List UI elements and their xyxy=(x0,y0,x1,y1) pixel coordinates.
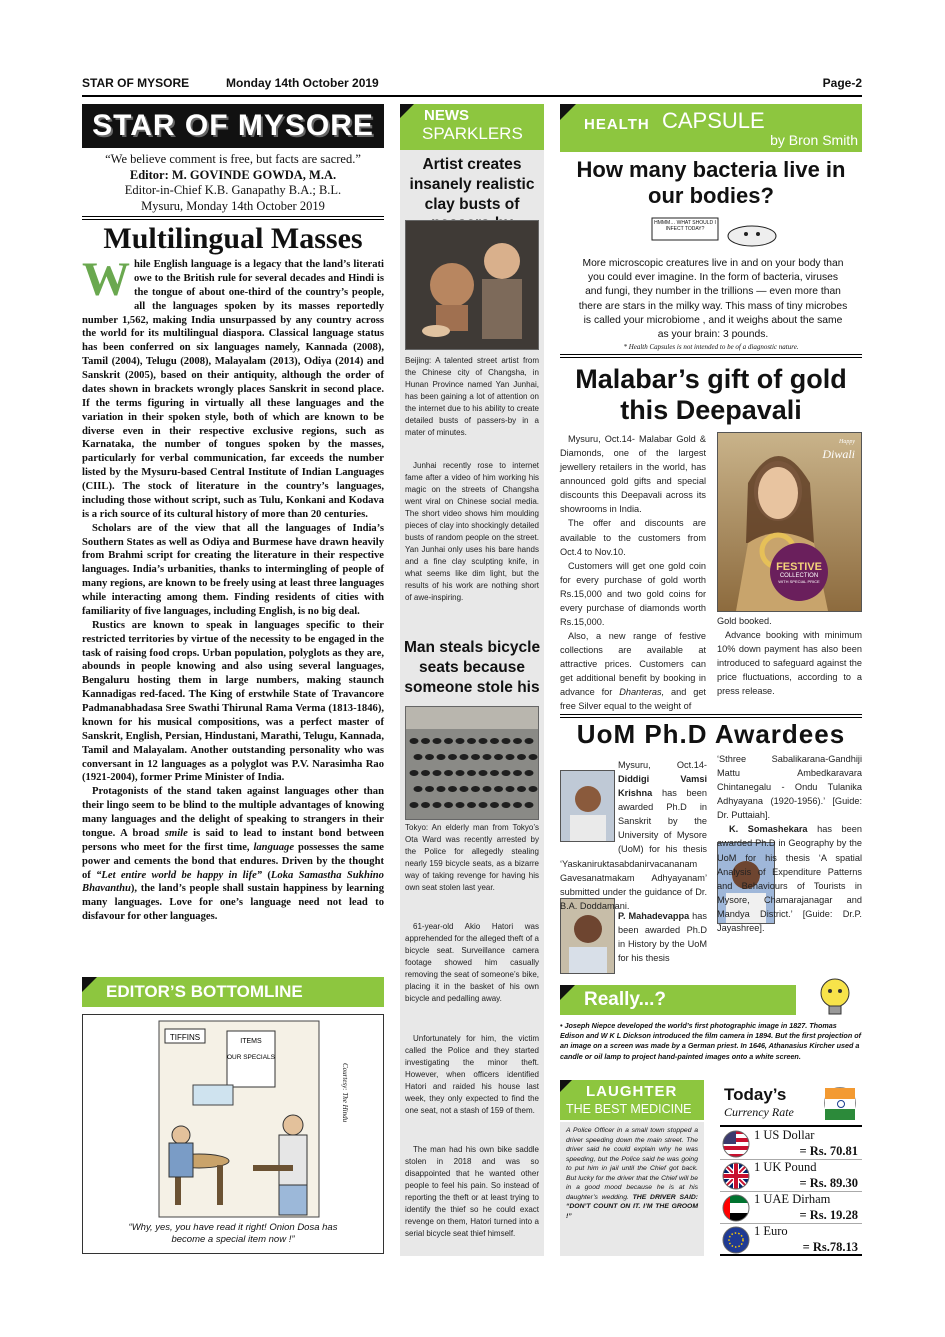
laughter-label: LAUGHTER xyxy=(586,1083,678,1100)
health-disclaimer: * Health Capsules is not intended to be of a diagnostic nature. xyxy=(623,343,799,351)
currency-name: 1 Euro xyxy=(754,1224,788,1238)
bicycle-seat xyxy=(421,802,430,808)
laughter-banner xyxy=(560,1080,704,1120)
bicycle-seat xyxy=(467,770,476,776)
bicycle-seat xyxy=(437,754,446,760)
uom-title: UoM Ph.D Awardees xyxy=(576,719,846,749)
editorial-body: While English language is a legacy that the land’s literati owe to the British rule for several decades and Hindi is the tongue of about one-third of the country’s people, all the languages spoken by its masses reportedly number 1,562, making India unsurpassed by any country across the world for its multilingual diaspora. Classical language status has been conferred on six languages namely, Kannada (2008), Tamil (2004), Telugu (2008), Malayalam (2013), Odiya (2014) and Sanskrit (2005), based on their antiquity, although the order of dates shown in brackets wrongly places Sanskrit in second place. If the terms figuring in virtually all these languages and the variation in their spoken style, both of which are known to be diverse even in their respective exclusive regions, such as Karnataka, the number of tongues spoken by the masses, particularly for verbal communication, far exceeds the number listed by the Mysuru-based Central Institute of Indian Languages (CIIL). The stock of literature in the country’s languages, including those without script, such as Tulu, Konkani and Kodava is a rich source of its cultural history of more than 20 centuries. Scholars are of the view that all the languages of India’s Southern States as well as Odiya and Burmese have drawn heavily from Brahmi script for creating the literature in their respective languages. India’s urbanities, thanks to intermingling of people of many regions, are known to be freely using at least three languages while interacting among them. Finding residents of cities with familiarity of five languages, including English, is no big deal. Rustics are known to speak in languages specific to their restricted territories by virtue of the necessity to be engaged in the task of raising food crops. Urban population, polyglots as they are, abounds in people knowing and also using several languages, Bengaluru hosting them in large numbers, making staunch Kannadigas red-faced. The King of erstwhile State of Travancore Padmanabhadasa Sree Swathi Thirunal Rama Verma (1813-1846), known for his musical compositions, was a perfect master of Sanskrit, English, Persian, Hindustani, Marathi, Telugu, Kannada, Tamil and Malayalam. Another outstanding personality who was conversant in 12 languages as a polyglot was P.V. Narasimha Rao (1921-2004), former Prime Minister of India. Protagonists of the stand taken against languages other than their lingo seem to be blind to the multiple advantages of knowing many languages and the delight of speaking to strangers in their tongue. A broad smile is said to lead to instant bond between persons who meet for the first time, language possesses the same power and cements the bond that endures. Driven by the thought of “Let entire world be happy in life” (Loka Samastha Sukhino Bhavanthu), the land’s people shall sustain happiness by learning many languages. Love for one’s language need not lead to disfavour for other languages. xyxy=(82,253,385,923)
bicycle-seat xyxy=(513,770,522,776)
currency-subtitle: Currency Rate xyxy=(724,1105,794,1119)
bicycle-seat xyxy=(479,770,488,776)
news-paragraph: Junhai recently rose to internet fame after a video of him working his magic on the streets of Changsha went viral on Chinese social media. The short video shows him moulding pieces of clay into shockingly detailed busts of random people on the street. Yan Junhai only uses his bare hands and a fine clay sculpting knife, in what seems like dim light, but the results of his work are nothing short of awe-inspiring. xyxy=(405,461,539,602)
editorial-paragraph: Scholars are of the view that all the languages of India’s Southern States as well as Odiya and Burmese have drawn heavily from Brahmi script for creating the literature in their respective languages. India’s urbanities, thanks to intermingling of people of many regions, are known to be freely using at least three languages while interacting among them. Finding residents of cities with familiarity of five languages, including English, is no big deal. xyxy=(82,522,384,617)
cartoon-courtesy: Courtesy: The Hindu xyxy=(341,1063,349,1123)
bicycle-seat xyxy=(433,802,442,808)
bicycle-seat xyxy=(517,754,526,760)
currency-row xyxy=(720,1192,862,1224)
motto-quote: “We believe comment is free, but facts are sacred.” xyxy=(105,152,361,166)
bicycle-seat xyxy=(525,770,534,776)
bicycle-seat xyxy=(506,754,515,760)
editorial-paragraph: Protagonists of the stand taken against languages other than their lingo seem to be blind to the multiple advantages of knowing many languages and the delight of speaking to strangers in their tongue. A broad smile is said to lead to instant bond between persons who meet for the first time, language possesses the same power and cements the bond that endures. Driven by the thought of “Let entire world be happy in life” (Loka Samastha Sukhino Bhavanthu), the land’s people shall sustain happiness by learning many languages. Love for one’s language need not lead to disfavour for other languages. xyxy=(82,786,385,923)
news-paragraph: Unfortunately for him, the victim called the Police and they started investigating the minor theft. However, when officers identified Hatori and raided his house last week, they only expected to find the one seat, not a stash of 159 of them. xyxy=(405,1034,539,1115)
really-banner: Really...? xyxy=(560,985,796,1015)
currency-value: = Rs. 89.30 xyxy=(799,1176,858,1190)
bicycle-seat xyxy=(506,786,515,792)
best-medicine-label: THE BEST MEDICINE xyxy=(566,1102,692,1116)
currency-name: 1 UK Pound xyxy=(754,1160,817,1174)
divider xyxy=(560,714,862,718)
bicycle-seat xyxy=(414,754,423,760)
uom-para-2: P. Mahadevappa has been awarded Ph.D in History by the UoM for his thesis xyxy=(618,911,707,964)
news-caption-1: Beijing: A talented street artist from the Chinese city of Changsha, in Hunan Province named Yan Junhai, has been gaining a lot of attention on the internet due to his ability to create detailed busts of passers-by in a mater of minutes. xyxy=(405,356,539,437)
currency-value: = Rs. 19.28 xyxy=(799,1208,858,1222)
bicycle-seat xyxy=(513,738,522,744)
bicycle-seat xyxy=(444,802,453,808)
cartoon-sign-tiffins: TIFFINS xyxy=(169,1033,201,1042)
bicycle-seat xyxy=(448,786,457,792)
india-flag-icon xyxy=(824,1087,856,1119)
dateline: Mysuru, Monday 14th October 2019 xyxy=(141,198,325,213)
capsule-label: CAPSULE xyxy=(662,108,765,133)
ad-diwali: Diwali xyxy=(822,447,855,461)
bicycle-seat xyxy=(421,738,430,744)
microbe-cartoon xyxy=(648,216,778,250)
bicycle-seat xyxy=(490,770,499,776)
currency-title: Today’s xyxy=(724,1085,787,1104)
bicycle-seat xyxy=(502,770,511,776)
bicycle-seat xyxy=(437,786,446,792)
news-headline-2: Man steals bicycle seats because someone stole his xyxy=(403,639,541,696)
divider xyxy=(82,216,384,220)
currency-name: 1 US Dollar xyxy=(754,1128,815,1142)
bicycle-seat xyxy=(414,786,423,792)
clay-bust-illustration xyxy=(406,221,538,349)
bicycle-seat xyxy=(425,754,434,760)
paper-logo: STAR OF MYSORE xyxy=(82,104,384,148)
bicycle-seat xyxy=(483,754,492,760)
currency-value: = Rs. 70.81 xyxy=(799,1144,858,1158)
bicycle-seat xyxy=(494,754,503,760)
news-headline-1: Artist creates insanely realistic clay busts of xyxy=(409,156,535,213)
bicycle-seat xyxy=(467,738,476,744)
drop-cap: W xyxy=(82,253,130,306)
bicycle-seat xyxy=(410,738,419,744)
cartoon-caption: “Why, yes, you have read it right! Onion Dosa has become a special item now !” xyxy=(128,1222,338,1246)
bicycle-seat xyxy=(502,738,511,744)
bicycle-seat xyxy=(490,738,499,744)
uom-para-1a: Mysuru, Oct.14- Diddigi Vamsi Krishna xyxy=(618,760,707,799)
malabar-ad xyxy=(717,432,862,612)
health-title: How many bacteria live in our bodies? xyxy=(576,157,846,208)
bicycle-seat xyxy=(490,802,499,808)
eu-flag-icon xyxy=(722,1226,750,1254)
page-header xyxy=(82,76,862,94)
editorial-title: Multilingual Masses xyxy=(103,222,363,255)
currency-value: = Rs.78.13 xyxy=(802,1240,858,1254)
ad-happy: Happy xyxy=(839,439,855,445)
bicycle-seat xyxy=(483,786,492,792)
issue-date: Monday 14th October 2019 xyxy=(226,76,379,90)
bicycle-seat xyxy=(513,802,522,808)
bicycle-seat xyxy=(410,770,419,776)
bicycle-seat xyxy=(460,754,469,760)
bicycle-seat xyxy=(444,738,453,744)
bicycle-seat xyxy=(456,802,465,808)
health-label: HEALTH xyxy=(584,116,650,133)
bicycle-seats-illustration xyxy=(406,707,538,819)
bicycle-seat xyxy=(502,802,511,808)
cartoon-drawing xyxy=(83,1015,383,1220)
bicycle-seats-photo xyxy=(405,706,539,820)
currency-row xyxy=(720,1128,862,1160)
editor-name: Editor: M. GOVINDE GOWDA, M.A. xyxy=(129,167,337,182)
bicycle-seat xyxy=(444,770,453,776)
bicycle-seat xyxy=(471,754,480,760)
health-body: More microscopic creatures live in and on your body than you could ever imagine. In the form of bacteria, viruses and fungi, they number in the trillions — even more than there are stars in the milky way. This mass of tiny microbes is called your microbiome , and it weighs about the same as your brain: 3 pounds. xyxy=(578,258,848,341)
currency-name: 1 UAE Dirham xyxy=(754,1192,831,1206)
bicycle-seat xyxy=(471,786,480,792)
clay-bust-photo xyxy=(405,220,539,350)
page-number: Page-2 xyxy=(822,76,862,90)
editorial-credits xyxy=(82,152,384,215)
currency-row xyxy=(720,1224,862,1256)
bicycle-seat xyxy=(433,738,442,744)
paper-name: STAR OF MYSORE xyxy=(82,76,190,90)
currency-header xyxy=(720,1083,862,1127)
editor-in-chief: Editor-in-Chief K.B. Ganapathy B.A.; B.L. xyxy=(124,183,342,198)
health-capsule-banner xyxy=(560,104,862,152)
bicycle-seat xyxy=(448,754,457,760)
currency-list xyxy=(720,1128,862,1256)
us-flag-icon xyxy=(722,1130,750,1158)
bicycle-seat xyxy=(517,786,526,792)
bicycle-seat xyxy=(410,802,419,808)
uom-para-2-continued: ‘Sthree Sabalikarana-Gandhiji Mattu Ambedkaravara Chintanegalu - Ondu Tulanika Adhyayana (1920-1956).’ [Guide: Dr. Puttaiah]. K. Somashekara has been awarded Ph.D in Geography by the UoM for his thesis ‘A spatial Analysis of Expenditure Patterns and Behaviours of Tourists in Mysore, Chamarajanagar and Mandya District.’ [Guide: Dr.P. Jayashree]. xyxy=(717,754,862,933)
bicycle-seat xyxy=(525,738,534,744)
news-label: NEWS xyxy=(424,107,469,124)
malabar-body: Mysuru, Oct.14- Malabar Gold & Diamonds, one of the largest jewellery retailers in the world, has announced gold gifts and special discounts this Deepavali across its showrooms in India. The offer and discounts are available to the customers from Oct.4 to Nov.10. Customers will get one gold coin for every purchase of gold worth Rs.15,000 and two gold coins for every purchase of diamonds worth Rs.15,000. Also, a new range of festive collections are available at attractive prices. Customers can get additional benefit by booking in advance for Dhanteras, and get free Silver equal to the weight of xyxy=(560,434,706,712)
really-text: • Joseph Niepce developed the world’s first photographic image in 1827. Thomas Edison and W K L Dickson introduced the film camera in 1894. But the first projection of an image on a screen was made by a German priest. In 1646, Athanasius Kircher used a candle or oil lamp to project hand-painted images onto a white screen. xyxy=(560,1021,861,1061)
editorial-paragraph: Rustics are known to speak in languages specific to their restricted territories by virtue of the necessity to be engaged in the task of raising food crops. Urban population, polyglots as they are, abounds in people knowing and also using several languages, Bengaluru hosting them in large numbers, making staunch Kannadigas red-faced. The King of erstwhile State of Travancore Padmanabhadasa Sree Swathi Thirunal Rama Verma (1813-1846), known for his musical compositions, was a perfect master of Sanskrit, English, Persian, Hindustani, Marathi, Telugu, Kannada, Tamil and Malayalam. Another outstanding personality who was conversant in 12 languages as a polyglot was P.V. Narasimha Rao (1921-2004), former Prime Minister of India. xyxy=(82,619,384,784)
malabar-title: Malabar’s gift of gold this Deepavali xyxy=(575,364,847,425)
bicycle-seat xyxy=(479,802,488,808)
sparklers-label: SPARKLERS xyxy=(422,124,523,143)
bicycle-seat xyxy=(460,786,469,792)
header-rule xyxy=(82,95,862,97)
bicycle-seat xyxy=(433,770,442,776)
bicycle-seat xyxy=(467,802,476,808)
news-sparklers-banner xyxy=(400,104,544,150)
bicycle-seat xyxy=(479,738,488,744)
ad-festive-badge: FESTIVE COLLECTION WITH SPECIAL PRICE xyxy=(770,543,828,601)
news-paragraph: 61-year-old Akio Hatori was apprehended for the alleged theft of a bicycle seat. Surveillance camera footage showed him casually removing the seat of someone’s bike, placing it in the basket of his own bicycle and pedalling away. xyxy=(405,922,539,1003)
cartoon-sign-specials: OUR SPECIALS xyxy=(226,1054,276,1061)
cartoon-sign-items: ITEMS xyxy=(240,1038,262,1045)
news-paragraph: The man had his own bike saddle stolen in 2018 and was so disappointed that he wanted other people to feel his pain. So instead of reporting the theft or at least trying to identify the thief so he could exact revenge on them, Hatori turned into a serial bicycle seat thief himself. xyxy=(405,1145,539,1238)
bicycle-seat xyxy=(529,754,538,760)
uom-para-1b: has been awarded Ph.D in Sanskrit by the University of Mysore (UoM) for his thesis ‘Yaskaniruktasabdanirvacananam Gavesanatmakam Adhyayanam’ submitted under the guidance of Dr. B.A. Doddamani. xyxy=(560,788,707,911)
news-caption-2: Tokyo: An elderly man from Tokyo’s Ota Ward was recently arrested by the Police for allegedly stealing nearly 159 bicycle seats, as a bizarre way of taking revenge for having his own seat stolen last year. xyxy=(405,823,539,892)
divider xyxy=(560,354,862,358)
malabar-continued: Gold booked. Advance booking with minimum 10% down payment has also been introduced to safeguard against the price fluctuations, according to a press release. xyxy=(717,616,862,697)
bicycle-seat xyxy=(425,786,434,792)
bicycle-seat xyxy=(456,770,465,776)
lightbulb-icon xyxy=(812,975,858,1019)
bottomline-banner: EDITOR’S BOTTOMLINE xyxy=(82,977,384,1007)
uae-flag-icon xyxy=(722,1194,750,1222)
editorial-cartoon xyxy=(82,1014,384,1254)
health-byline: by Bron Smith xyxy=(770,132,858,148)
bicycle-seat xyxy=(456,738,465,744)
uk-flag-icon xyxy=(722,1162,750,1190)
laughter-joke: A Police Officer in a small town stopped a driver speeding down the main street. The driver said he could explain why he was speeding, but the Police said he was going to put him in jail until the Chief got back. But lucky for the driver that the Chief will be in a good mood because he is at his daughter’s wedding. THE DRIVER SAID: “DON’T COUNT ON IT. I’M THE GROOM !” xyxy=(566,1127,698,1220)
microbe-speech-bubble: HMMM… WHAT SHOULD I INFECT TODAY? xyxy=(654,220,716,232)
bicycle-seat xyxy=(421,770,430,776)
bicycle-seat xyxy=(525,802,534,808)
currency-row xyxy=(720,1160,862,1192)
bicycle-seat xyxy=(494,786,503,792)
bicycle-seat xyxy=(529,786,538,792)
